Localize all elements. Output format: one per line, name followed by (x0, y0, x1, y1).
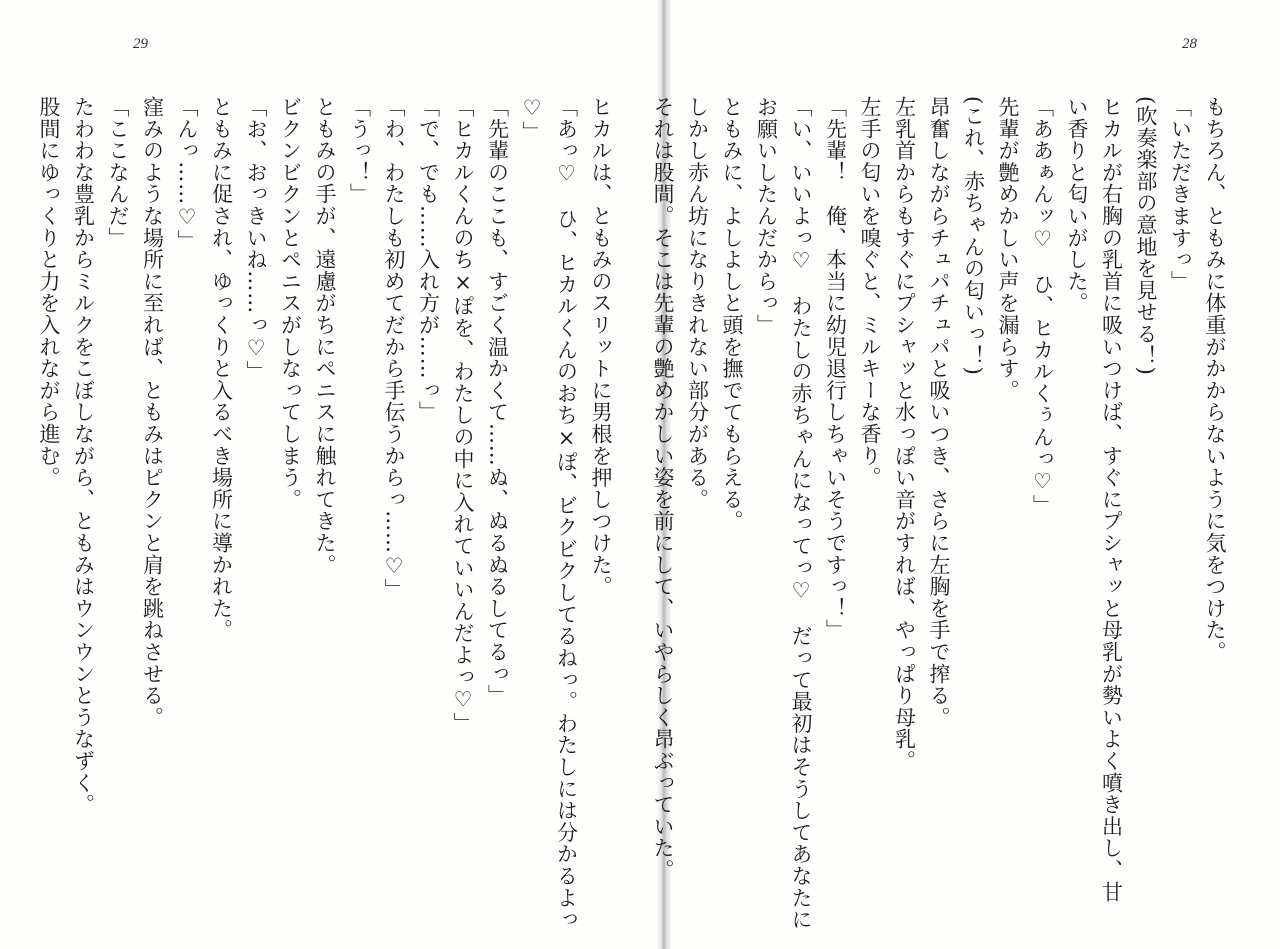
text-line: 「で、でも……入れ方が……っ」 (416, 96, 441, 423)
text-line: もちろん、ともみに体重がかからないように気をつけた。 (1203, 96, 1227, 663)
text-line: 「いただきますっ」 (1168, 96, 1193, 293)
text-line: 「わ、わたしも初めてだから手伝うからっ……♡」 (382, 96, 406, 601)
text-line: ヒカルが右胸の乳首に吸いつけば、すぐにプシャッと母乳が勢いよく噴き出し、甘 (1099, 96, 1124, 903)
text-line: 「あっ♡ ひ、ヒカルくんのおち×ぽ、ビクビクしてるねっ。わたしには分かるよっ (554, 96, 579, 931)
text-line: 「先輩！ 俺、本当に幼児退行しちゃいそうですっ！」 (823, 96, 848, 641)
text-line: 左手の匂いを嗅ぐと、ミルキーな香り。 (858, 96, 882, 489)
text-line: ビクンビクンとペニスがしなってしまう。 (278, 96, 303, 511)
text-line: 左乳首からもすぐにプシャッと水っぽい音がすれば、やっぱり母乳。 (892, 96, 917, 772)
text-line: 「い、いいよっ♡ わたしの赤ちゃんになってっ♡ だって最初はそうしてあなたに (789, 96, 813, 931)
text-line: お願いしたんだからっ」 (754, 96, 779, 336)
text-line: 「ああぁんッ♡ ひ、ヒカルくぅんっ♡」 (1030, 96, 1055, 517)
page-number-left: 29 (133, 36, 148, 52)
text-line: しかし赤ん坊になりきれない部分がある。 (685, 96, 710, 511)
text-line: ともみに、よしよしと頭を撫でてもらえる。 (720, 96, 744, 532)
text-line: (これ、赤ちゃんの匂いっ！) (961, 96, 986, 376)
text-line: 「お、おっきいね……っ♡」 (244, 96, 268, 383)
text-line: 「先輩のここも、すごく温かくて……ぬ、ぬるぬるしてるっ」 (485, 96, 510, 707)
text-line: 「うっ！」 (347, 96, 372, 205)
text-line: ともみの手が、遠慮がちにペニスに触れてきた。 (313, 96, 337, 576)
text-line: 先輩が艶めかしい声を漏らす。 (996, 96, 1020, 402)
page-number-right: 28 (1182, 36, 1197, 52)
text-line: い香りと匂いがした。 (1065, 96, 1089, 314)
right-page (651, 0, 1280, 949)
text-line: ともみに促され、ゆっくりと入るべき場所に導かれた。 (209, 96, 234, 641)
right-page-text (651, 96, 1232, 931)
text-line: 昂奮しながらチュパチュパと吸いつき、さらに左胸を手で搾る。 (927, 96, 951, 729)
left-page-text (37, 96, 618, 931)
text-line: ♡」 (520, 96, 544, 143)
text-line: それは股間。そこは先輩の艶めかしい姿を前にして、いやらしく昂ぶっていた。 (651, 96, 675, 881)
text-line: 股間にゆっくりと力を入れながら進む。 (37, 96, 61, 489)
text-line: ヒカルは、ともみのスリットに男根を押しつけた。 (589, 96, 613, 598)
text-line: 「ここなんだ」 (106, 96, 130, 249)
text-line: たわわな豊乳からミルクをこぼしながら、ともみはウンウンとうなずく。 (71, 96, 96, 816)
text-line: 「ヒカルくんのち×ぽを、わたしの中に入れていいんだよっ♡」 (451, 96, 475, 735)
text-line: (吹奏楽部の意地を見せる！) (1134, 96, 1158, 376)
text-line: 窪みのような場所に至れば、ともみはピクンと肩を跳ねさせる。 (140, 96, 165, 729)
text-line: 「んっ……♡」 (175, 96, 199, 252)
